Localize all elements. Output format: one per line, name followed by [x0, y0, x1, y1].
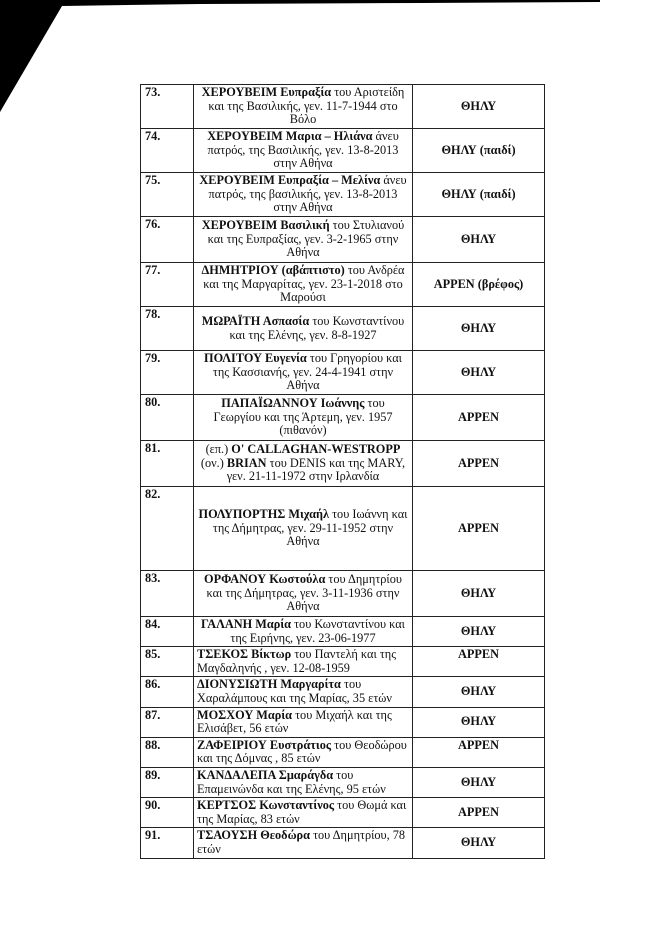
gender: ΑΡΡΕΝ (βρέφος) [413, 263, 545, 307]
gender: ΑΡΡΕΝ [413, 798, 545, 828]
person-description [194, 798, 413, 828]
person-name: ΠΟΛΥΠΟΡΤΗΣ Μιχαήλ [198, 507, 330, 522]
person-name: ΤΣΕΚΟΣ Βίκτωρ [197, 647, 292, 662]
person-name: ΜΩΡΑΪΤΗ Ασπασία [201, 313, 310, 328]
person-description [194, 571, 413, 617]
table-row [141, 85, 545, 129]
table-row [141, 647, 545, 677]
person-name: ΔΙΟΝΥΣΙΩΤΗ Μαργαρίτα [197, 677, 341, 692]
row-number: 75. [141, 173, 194, 217]
person-description [194, 85, 413, 129]
row-number: 87. [141, 707, 194, 737]
person-name: ΧΕΡΟΥΒΕΙΜ Μαρια – Ηλιάνα [207, 129, 373, 144]
person-details: του Γεωργίου και της Άρτεμη, γεν. 1957 (πιθανόν) [213, 396, 393, 438]
person-description [194, 487, 413, 571]
row-number: 88. [141, 737, 194, 767]
table-row [141, 571, 545, 617]
person-details: του Επαμεινώνδα και της Ελένης, 95 ετών [197, 767, 386, 796]
row-number: 76. [141, 217, 194, 263]
person-description [194, 617, 413, 647]
row-number: 80. [141, 395, 194, 441]
gender: ΑΡΡΕΝ [413, 395, 545, 441]
person-description [194, 707, 413, 737]
gender: ΘΗΛΥ (παιδί) [413, 129, 545, 173]
row-number: 86. [141, 677, 194, 707]
gender: ΘΗΛΥ [413, 217, 545, 263]
records-table-body [141, 85, 545, 859]
person-description [194, 351, 413, 395]
person-name: ΧΕΡΟΥΒΕΙΜ Ευπραξία [201, 85, 332, 100]
person-details: άνευ πατρός, της Βασιλικής, γεν. 13-8-2013 στην Αθήνα [207, 129, 399, 171]
gender: ΑΡΡΕΝ [413, 487, 545, 571]
person-name: ΠΑΠΑΪΩΑΝΝΟΥ Ιωάννης [221, 396, 365, 411]
row-number: 74. [141, 129, 194, 173]
person-details: του Χαραλάμπους και της Μαρίας, 35 ετών [197, 677, 392, 705]
person-details: του Κωνσταντίνου και της Ειρήνης, γεν. 23-06-1977 [230, 617, 405, 645]
person-name: ΖΑΦΕΙΡΙΟΥ Ευστράτιος [197, 737, 332, 752]
person-description [194, 767, 413, 797]
person-name: ΧΕΡΟΥΒΕΙΜ Βασιλική [201, 218, 330, 233]
person-details: του Θεοδώρου και της Δόμνας , 85 ετών [197, 737, 407, 766]
person-name: ΚΕΡΤΣΟΣ Κωνσταντίνος [197, 798, 335, 813]
person-details: (επ.) [205, 442, 232, 457]
person-description [194, 217, 413, 263]
table-row [141, 798, 545, 828]
person-details: του Δημητρίου, 78 ετών [197, 828, 406, 856]
gender: ΑΡΡΕΝ [413, 441, 545, 487]
person-description [194, 677, 413, 707]
table-row [141, 441, 545, 487]
person-name: ΓΑΛΑΝΗ Μαρία [201, 617, 292, 631]
person-details: του Θωμά και της Μαρίας, 83 ετών [197, 798, 407, 826]
person-description [194, 441, 413, 487]
gender: ΘΗΛΥ (παιδί) [413, 173, 545, 217]
person-name: ΔΗΜΗΤΡΙΟΥ (αβάπτιστο) [201, 263, 345, 278]
person-details: του Κωνσταντίνου και της Ελένης, γεν. 8-8-1927 [229, 313, 405, 342]
gender: ΘΗΛΥ [413, 85, 545, 129]
person-description [194, 173, 413, 217]
person-details: του Αριστείδη και της Βασιλικής, γεν. 11-7-1944 στο Βόλο [208, 85, 405, 127]
row-number: 73. [141, 85, 194, 129]
person-details: άνευ πατρός, της βασιλικής, γεν. 13-8-2013 στην Αθήνα [208, 173, 407, 215]
row-number: 78. [141, 307, 194, 351]
gender: ΘΗΛΥ [413, 707, 545, 737]
person-details: του Μιχαήλ και της Ελισάβετ, 56 ετών [197, 707, 392, 736]
row-number: 89. [141, 767, 194, 797]
records-table [140, 84, 545, 859]
person-details: (ον.) [200, 455, 227, 470]
gender: ΑΡΡΕΝ [413, 647, 545, 677]
gender: ΘΗΛΥ [413, 351, 545, 395]
gender: ΘΗΛΥ [413, 677, 545, 707]
person-name: ΤΣΑΟΥΣΗ Θεοδώρα [197, 828, 310, 843]
table-row [141, 351, 545, 395]
gender: ΘΗΛΥ [413, 828, 545, 858]
row-number: 77. [141, 263, 194, 307]
person-description [194, 307, 413, 351]
row-number: 90. [141, 798, 194, 828]
table-row [141, 395, 545, 441]
person-details: του Δημητρίου και της Δήμητρας, γεν. 3-11-1936 στην Αθήνα [206, 572, 402, 614]
person-description [194, 737, 413, 767]
table-row [141, 707, 545, 737]
person-details: του Παντελή και της Μαγδαληνής , γεν. 12-08-1959 [197, 647, 397, 675]
person-description [194, 828, 413, 858]
gender: ΘΗΛΥ [413, 571, 545, 617]
row-number: 85. [141, 647, 194, 677]
person-description [194, 263, 413, 307]
person-details: του Στυλιανού και της Ευπραξίας, γεν. 3-2-1965 στην Αθήνα [207, 218, 405, 260]
row-number: 82. [141, 487, 194, 571]
row-number: 79. [141, 351, 194, 395]
gender: ΘΗΛΥ [413, 767, 545, 797]
person-name: ΠΟΛΙΤΟΥ Ευγενία [204, 351, 307, 366]
table-row [141, 217, 545, 263]
row-number: 83. [141, 571, 194, 617]
table-row [141, 307, 545, 351]
table-row [141, 677, 545, 707]
person-name: ΚΑΝΔΑΛΕΠΑ Σμαράγδα [197, 767, 334, 782]
gender: ΘΗΛΥ [413, 617, 545, 647]
gender: ΑΡΡΕΝ [413, 737, 545, 767]
person-description [194, 129, 413, 173]
gender: ΘΗΛΥ [413, 307, 545, 351]
person-details: του DENIS και της MARY, γεν. 21-11-1972 στην Ιρλανδία [226, 455, 406, 484]
person-description [194, 395, 413, 441]
table-row [141, 263, 545, 307]
row-number: 84. [141, 617, 194, 647]
person-description [194, 647, 413, 677]
table-row [141, 129, 545, 173]
person-name: ΧΕΡΟΥΒΕΙΜ Ευπραξία – Μελίνα [199, 173, 381, 188]
table-row [141, 737, 545, 767]
table-row [141, 173, 545, 217]
table-row [141, 828, 545, 858]
table-row [141, 487, 545, 571]
person-name: ΜΟΣΧΟΥ Μαρία [197, 707, 293, 722]
table-row [141, 617, 545, 647]
person-name: BRIAN [226, 455, 267, 470]
person-name: ΟΡΦΑΝΟΥ Κωστούλα [204, 572, 326, 587]
table-row [141, 767, 545, 797]
person-details: του Ανδρέα και της Μαργαρίτας, γεν. 23-1-2018 στο Μαρούσι [203, 263, 405, 305]
row-number: 81. [141, 441, 194, 487]
person-details: του Γρηγορίου και της Κασσιανής, γεν. 24-4-1941 στην Αθήνα [212, 351, 402, 393]
person-details: του Ιωάννη και της Δήμητρας, γεν. 29-11-1952 στην Αθήνα [212, 507, 408, 549]
person-name: O' CALLAGHAN-WESTROPP [231, 442, 401, 457]
row-number: 91. [141, 828, 194, 858]
